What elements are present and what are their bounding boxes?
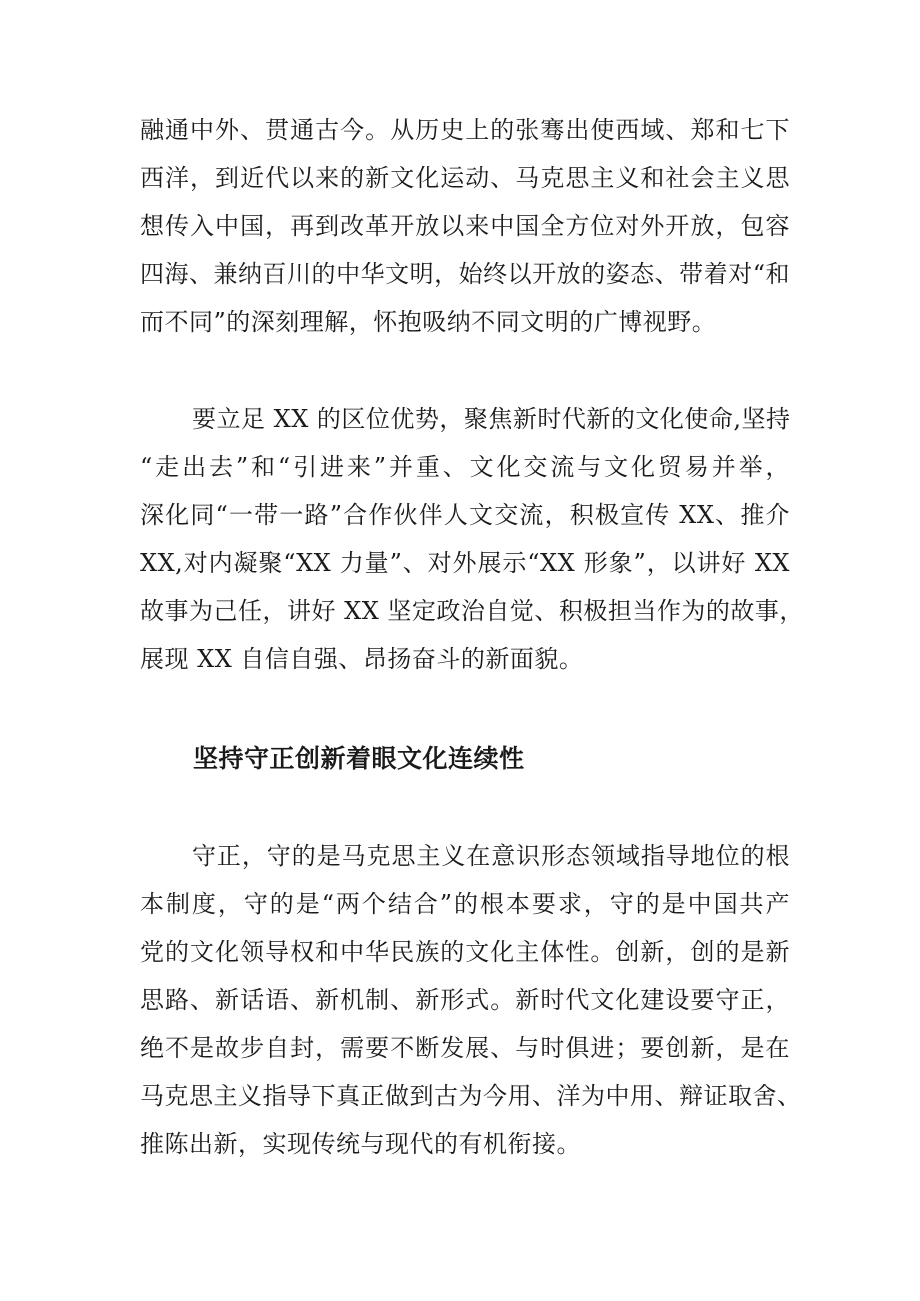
paragraph-3-line-3: 党的文化领导权和中华民族的文化主体性。创新，创的是新 <box>140 938 790 966</box>
paragraph-1-line-2: 西洋，到近代以来的新文化运动、马克思主义和社会主义思 <box>140 164 790 192</box>
paragraph-3-line-7: 推陈出新，实现传统与现代的有机衔接。 <box>140 1130 581 1158</box>
paragraph-1-line-4: 四海、兼纳百川的中华文明，始终以开放的姿态、带着对“和 <box>140 260 790 288</box>
section-heading: 坚持守正创新着眼文化连续性 <box>193 744 525 773</box>
paragraph-2-line-2: “走出去”和“引进来”并重、文化交流与文化贸易并举， <box>140 453 790 481</box>
paragraph-2 <box>140 395 804 683</box>
paragraph-2-line-3: 深化同“一带一路”合作伙伴人文交流，积极宣传 XX、推介 <box>140 501 790 529</box>
paragraph-2-line-1: 要立足 XX 的区位优势，聚焦新时代新的文化使命,坚持 <box>192 405 791 433</box>
paragraph-3 <box>140 832 802 1168</box>
paragraph-3-line-6: 马克思主义指导下真正做到古为今用、洋为中用、辩证取舍、 <box>140 1082 802 1110</box>
paragraph-1-line-1: 融通中外、贯通古今。从历史上的张骞出使西域、郑和七下 <box>140 116 790 144</box>
paragraph-1-line-3: 想传入中国，再到改革开放以来中国全方位对外开放，包容 <box>140 212 790 240</box>
paragraph-2-line-5: 故事为己任，讲好 XX 坚定政治自觉、积极担当作为的故事， <box>140 597 804 625</box>
paragraph-2-line-6: 展现 XX 自信自强、昂扬奋斗的新面貌。 <box>140 645 584 673</box>
paragraph-2-line-4: XX,对内凝聚“XX 力量”、对外展示“XX 形象”，以讲好 XX <box>140 549 790 577</box>
paragraph-3-line-5: 绝不是故步自封，需要不断发展、与时俱进；要创新，是在 <box>140 1034 790 1062</box>
paragraph-1 <box>140 106 790 346</box>
paragraph-3-line-2: 本制度，守的是“两个结合”的根本要求，守的是中国共产 <box>140 890 790 918</box>
paragraph-3-line-1: 守正，守的是马克思主义在意识形态领域指导地位的根 <box>192 842 790 870</box>
paragraph-3-line-4: 思路、新话语、新机制、新形式。新时代文化建设要守正， <box>140 986 790 1014</box>
paragraph-1-line-5: 而不同”的深刻理解，怀抱吸纳不同文明的广博视野。 <box>140 308 717 336</box>
